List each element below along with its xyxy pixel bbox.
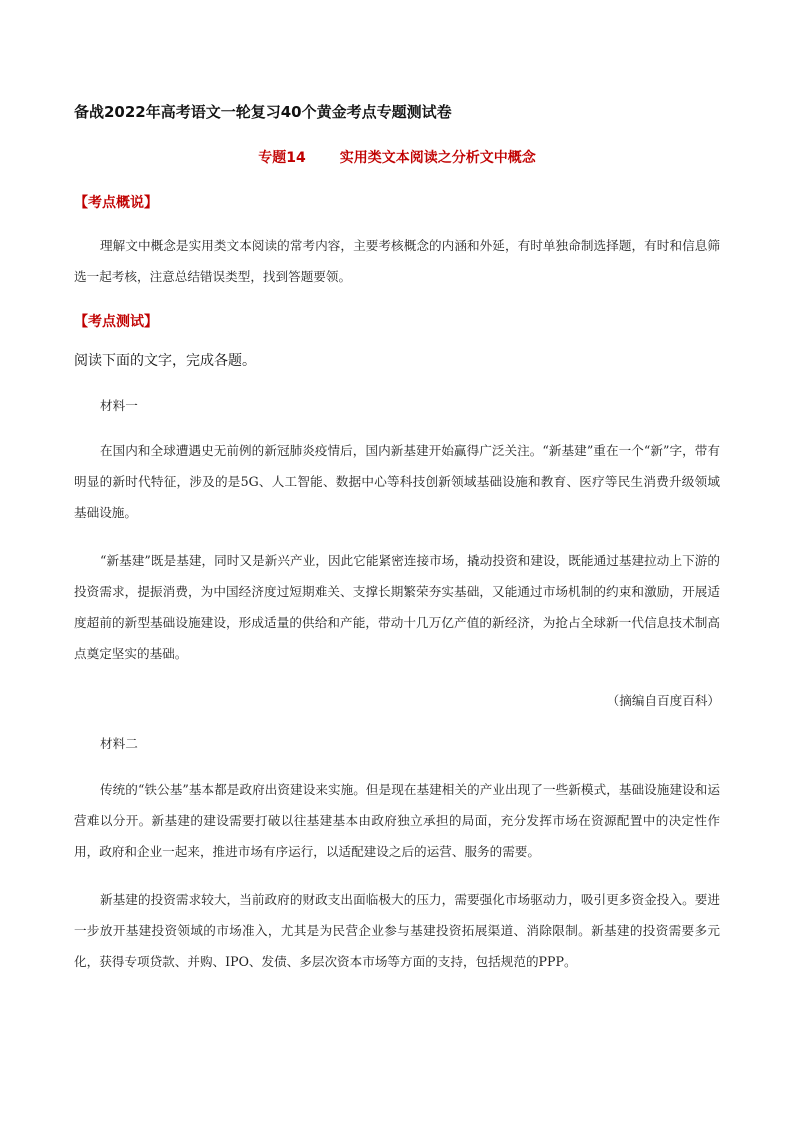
- material-two-label: 材料二: [100, 736, 138, 751]
- overview-paragraph: 理解文中概念是实用类文本阅读的常考内容，主要考核概念的内涵和外延，有时单独命制选择题，有时和信息筛选一起考核，注意总结错误类型，找到答题要领。: [74, 238, 720, 284]
- material-one-paragraph-1: 在国内和全球遭遇史无前例的新冠肺炎疫情后，国内新基建开始赢得广泛关注。“新基建”重在一个“新”字，带有明显的新时代特征，涉及的是5G、人工智能、数据中心等科技创新领域基础设施和教育、医疗等民生消费升级领域基础设施。: [74, 443, 720, 520]
- material-two-paragraph-2: 新基建的投资需求较大，当前政府的财政支出面临极大的压力，需要强化市场驱动力，吸引更多资金投入。要进一步放开基建投资领域的市场准入，尤其是为民营企业参与基建投资拓展渠道、消除限制。新基建的投资需要多元化，获得专项贷款、并购、IPO、发债、多层次资本市场等方面的支持，包括规范的PPP。: [74, 892, 720, 969]
- topic-title: 实用类文本阅读之分析文中概念: [339, 150, 536, 166]
- material-one-source: （摘编自百度百科）: [606, 693, 720, 708]
- material-two-paragraph-1: 传统的“铁公基”基本都是政府出资建设来实施。但是现在基建相关的产业出现了一些新模式，基础设施建设和运营难以分开。新基建的建设需要打破以往基建基本由政府独立承担的局面，充分发挥市场在资源配置中的决定性作用，政府和企业一起来，推进市场有序运行，以适配建设之后的运营、服务的需要。: [74, 782, 720, 859]
- material-one-paragraph-2: “新基建”既是基建，同时又是新兴产业，因此它能紧密连接市场，撬动投资和建设，既能通过基建拉动上下游的投资需求，提振消费，为中国经济度过短期难关、支撑长期繁荣夯实基础，又能通过市场机制的约束和激励，开展适度超前的新型基础设施建设，形成适量的供给和产能，带动十几万亿产值的新经济，为抢占全球新一代信息技术制高点奠定坚实的基础。: [74, 553, 720, 661]
- topic-number: 专题14: [258, 150, 306, 166]
- test-heading: 【考点测试】: [74, 314, 158, 330]
- overview-heading: 【考点概说】: [74, 195, 158, 211]
- material-one-label: 材料一: [100, 398, 138, 413]
- topic-subtitle: [0, 147, 794, 167]
- document-title: 备战2022年高考语文一轮复习40个黄金考点专题测试卷: [74, 103, 452, 121]
- reading-instruction: 阅读下面的文字，完成各题。: [74, 353, 256, 369]
